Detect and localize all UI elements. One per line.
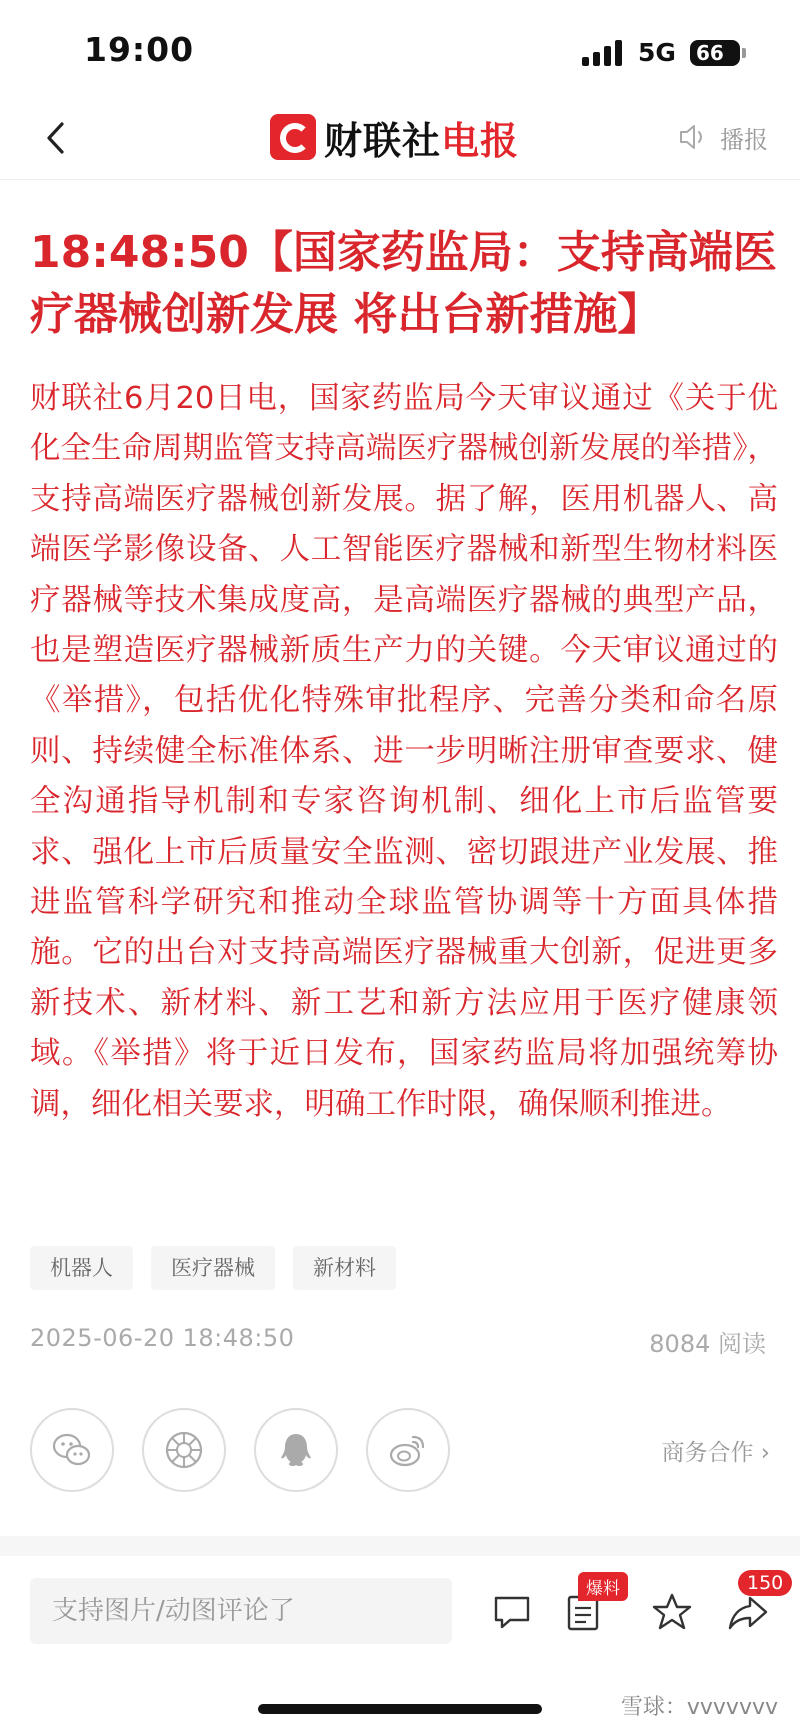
logo-text-main: 财联社 (324, 118, 442, 163)
weibo-icon (385, 1427, 431, 1473)
read-count: 8084 阅读 (649, 1330, 766, 1358)
moments-icon (161, 1427, 207, 1473)
tag-robot[interactable]: 机器人 (30, 1246, 133, 1290)
share-wechat-button[interactable] (30, 1408, 114, 1492)
tag-list (30, 1246, 396, 1290)
baoliao-badge[interactable]: 爆料 (578, 1572, 628, 1601)
speaker-icon[interactable] (676, 120, 710, 154)
battery-cap (742, 48, 746, 58)
article-timestamp: 2025-06-20 18:48:50 (30, 1324, 295, 1352)
home-indicator[interactable] (258, 1704, 542, 1714)
status-time: 19:00 (84, 30, 195, 69)
share-icon[interactable] (726, 1590, 770, 1634)
share-moments-button[interactable] (142, 1408, 226, 1492)
nav-bar (0, 100, 800, 180)
qq-icon (273, 1427, 319, 1473)
watermark: 雪球：vvvvvvv (620, 1695, 778, 1720)
share-weibo-button[interactable] (366, 1408, 450, 1492)
tag-medical-device[interactable]: 医疗器械 (151, 1246, 275, 1290)
app-logo (270, 112, 519, 162)
logo-mark-icon (270, 114, 316, 160)
share-qq-button[interactable] (254, 1408, 338, 1492)
battery-icon: 66 (690, 40, 740, 66)
network-type: 5G (638, 38, 676, 67)
wechat-icon (49, 1427, 95, 1473)
business-cooperation-link[interactable]: 商务合作 › (661, 1440, 770, 1466)
star-icon[interactable] (650, 1590, 694, 1634)
comment-input[interactable] (30, 1578, 452, 1644)
share-count-badge: 150 (738, 1570, 792, 1596)
back-icon[interactable] (38, 118, 78, 158)
section-divider (0, 1536, 800, 1556)
logo-text-accent: 电报 (441, 118, 520, 163)
tag-new-material[interactable]: 新材料 (293, 1246, 396, 1290)
share-row (30, 1408, 450, 1492)
signal-icon (582, 38, 626, 66)
status-bar (0, 0, 800, 100)
article-title: 18:48:50【国家药监局：支持高端医疗器械创新发展 将出台新措施】 (30, 227, 777, 340)
comment-icon[interactable] (490, 1590, 534, 1634)
article-body: 财联社6月20日电，国家药监局今天审议通过《关于优化全生命周期监管支持高端医疗器械创新发展的举措》，支持高端医疗器械创新发展。据了解，医用机器人、高端医学影像设备、人工智能医疗器械和新型生物材料医疗器械等技术集成度高，是高端医疗器械的典型产品，也是塑造医疗器械新质生产力的关键。今天审议通过的《举措》，包括优化特殊审批程序、完善分类和命名原则、持续健全标准体系、进一步明晰注册审查要求、健全沟通指导机制和专家咨询机制、细化上市后监管要求、强化上市后质量安全监测、密切跟进产业发展、推进监管科学研究和推动全球监管协调等十方面具体措施。它的出台对支持高端医疗器械重大创新，促进更多新技术、新材料、新工艺和新方法应用于医疗健康领域。《举措》将于近日发布，国家药监局将加强统筹协调，细化相关要求，明确工作时限，确保顺利推进。 (30, 381, 778, 1122)
broadcast-button[interactable]: 播报 (720, 126, 768, 154)
